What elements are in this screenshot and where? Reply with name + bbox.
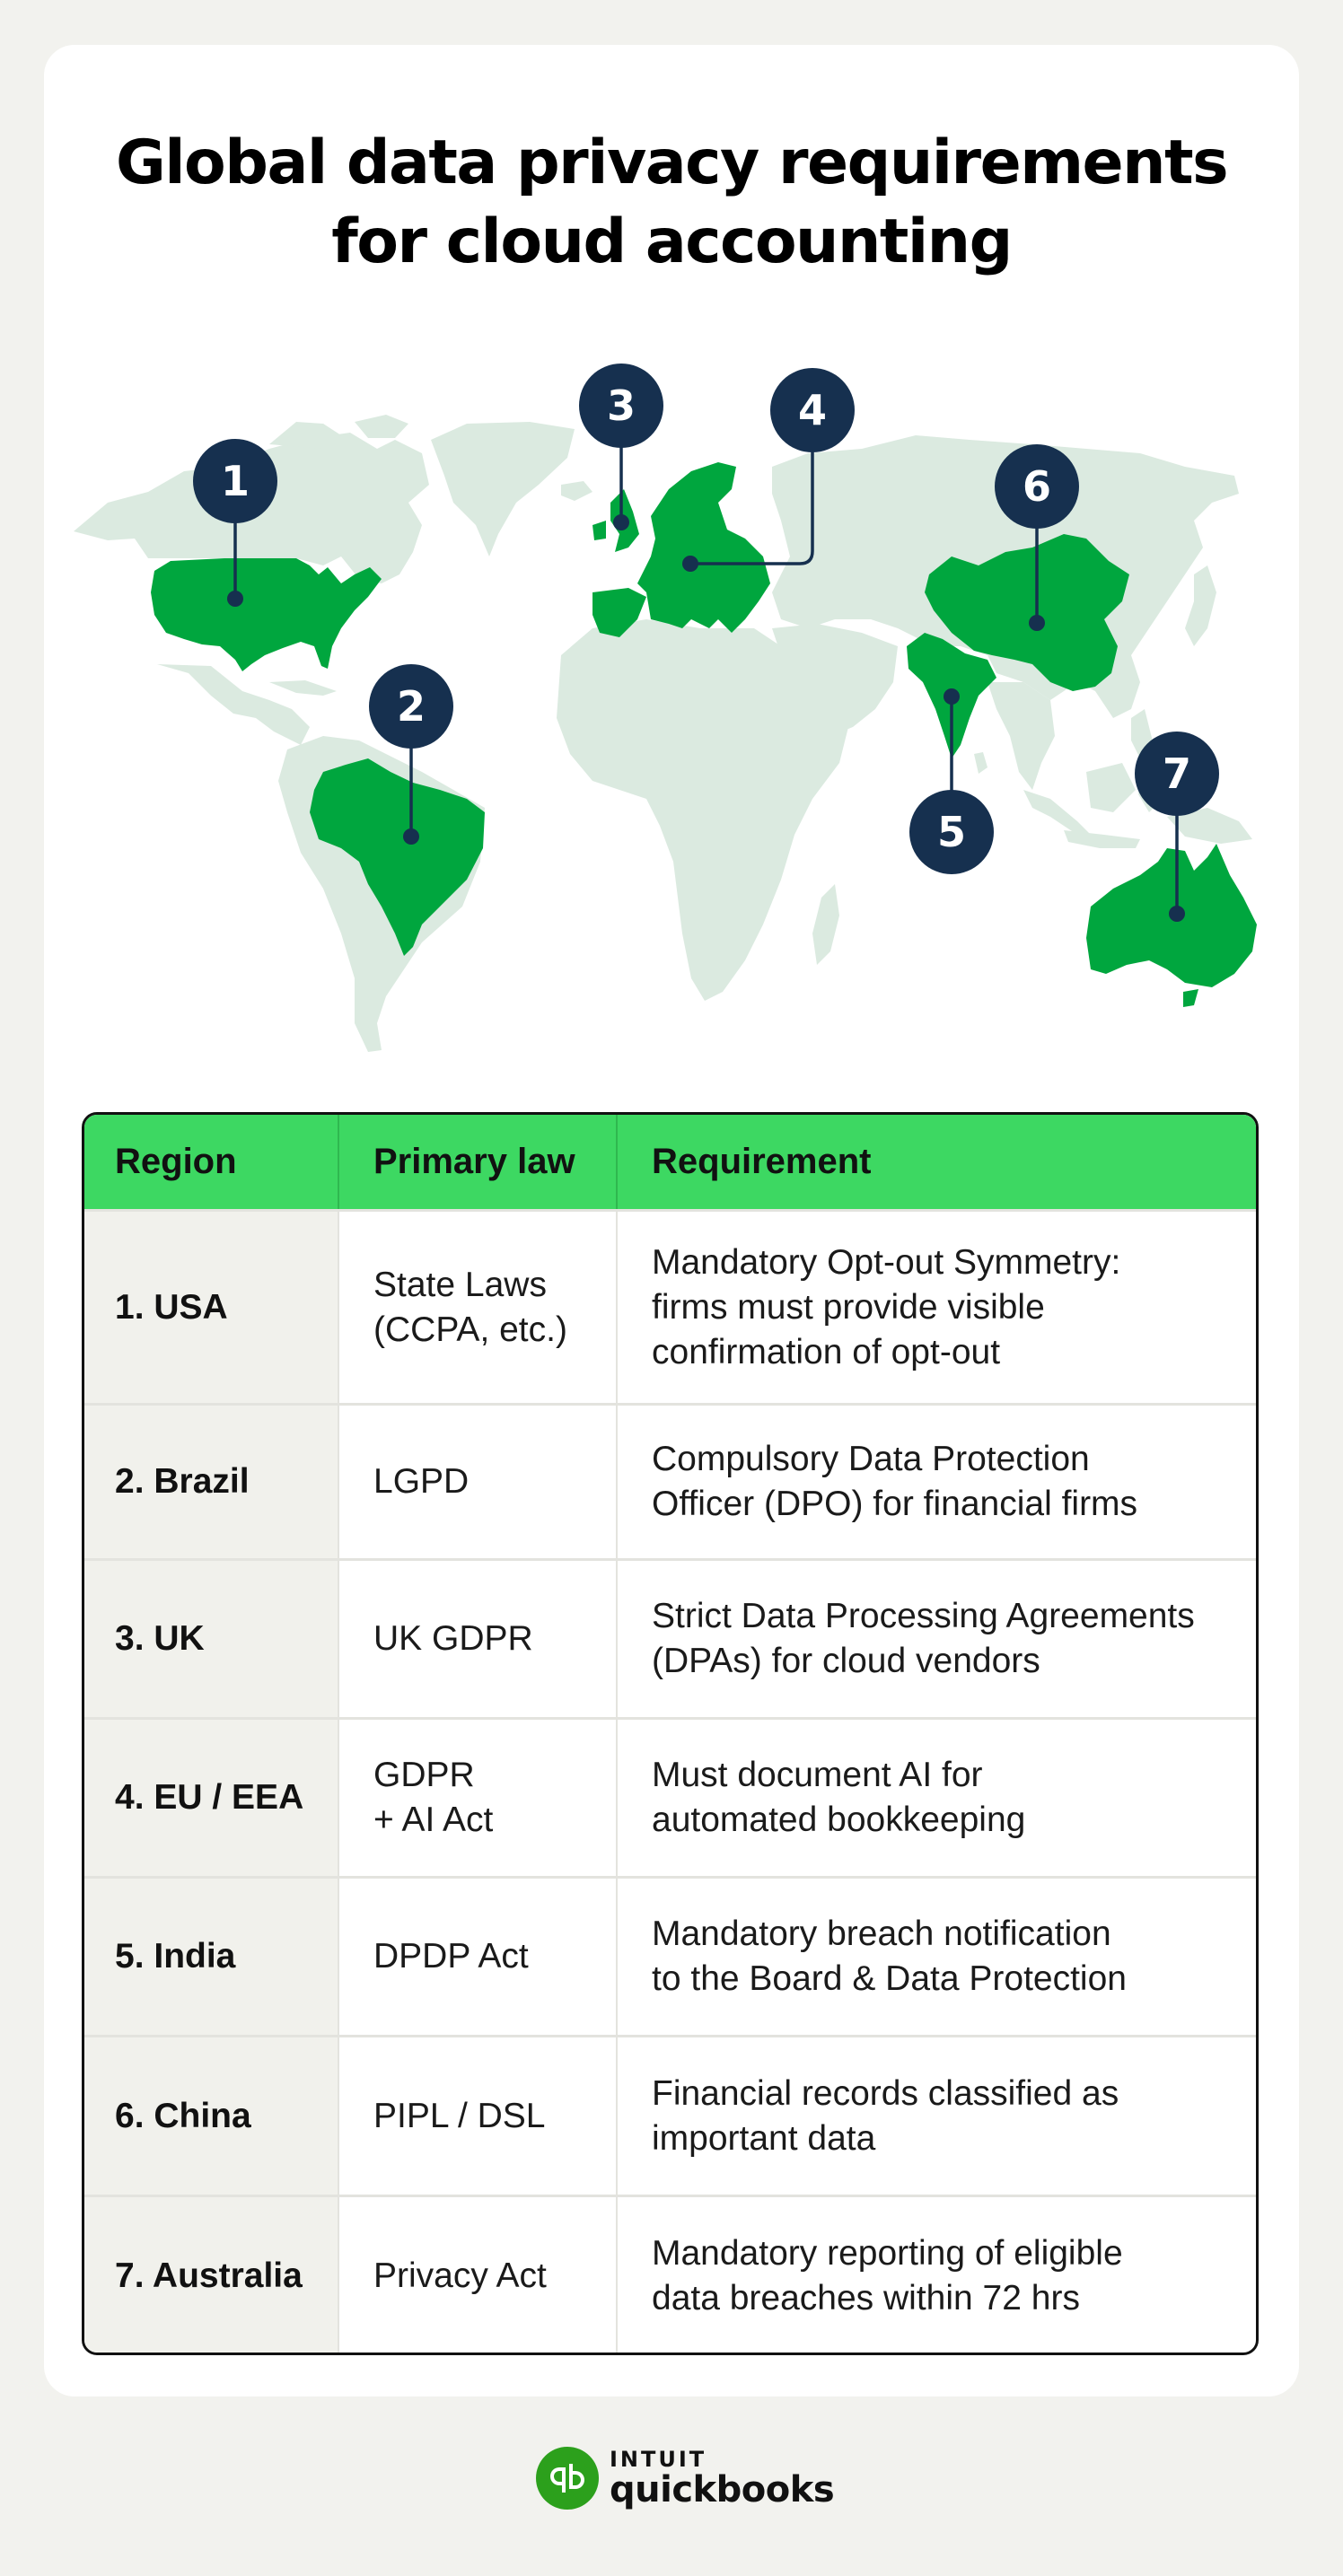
- table-row: [84, 2195, 1256, 2354]
- marker-6[interactable]: [995, 444, 1079, 529]
- cell-region: 4. EU / EEA: [84, 1720, 339, 1876]
- cell-primary-law: PIPL / DSL: [339, 2037, 618, 2195]
- marker-dot-2: [403, 828, 419, 845]
- cell-region: 3. UK: [84, 1561, 339, 1717]
- cell-primary-law: State Laws (CCPA, etc.): [339, 1212, 618, 1403]
- marker-1[interactable]: [193, 439, 277, 523]
- privacy-requirements-table: [82, 1112, 1259, 2355]
- cell-requirement: Financial records classified as important data: [652, 2073, 1119, 2158]
- cell-requirement: Mandatory reporting of eligible data breaches within 72 hrs: [652, 2233, 1123, 2318]
- table-row: [84, 1717, 1256, 1876]
- page-title: [0, 124, 1343, 282]
- cell-requirement: Compulsory Data Protection Officer (DPO) for financial firms: [652, 1440, 1138, 1523]
- svg-text:6: 6: [1022, 462, 1052, 511]
- marker-dot-6: [1029, 615, 1045, 631]
- region-eu: [637, 462, 770, 633]
- header-primary-law: Primary law: [339, 1115, 618, 1209]
- marker-dot-1: [227, 591, 243, 607]
- table-row: [84, 1403, 1256, 1558]
- cell-region: 7. Australia: [84, 2197, 339, 2354]
- cell-region: 1. USA: [84, 1212, 339, 1403]
- country-usa: [151, 558, 382, 671]
- table-row: [84, 1876, 1256, 2035]
- cell-requirement: Strict Data Processing Agreements (DPAs) for cloud vendors: [652, 1597, 1195, 1680]
- table-body: [84, 1209, 1256, 2354]
- cell-primary-law: LGPD: [339, 1406, 618, 1558]
- logo-intuit-text: INTUIT: [610, 2447, 707, 2472]
- cell-primary-law: GDPR + AI Act: [339, 1720, 618, 1876]
- table-row: [84, 1209, 1256, 1403]
- marker-7[interactable]: [1135, 732, 1219, 816]
- svg-text:3: 3: [606, 381, 636, 430]
- cell-requirement: Mandatory Opt-out Symmetry: firms must provide visible confirmation of opt-out: [652, 1242, 1121, 1371]
- intuit-quickbooks-logo: [536, 2446, 834, 2510]
- cell-requirement: Must document AI for automated bookkeeping: [652, 1756, 1026, 1839]
- cell-region: 2. Brazil: [84, 1406, 339, 1558]
- marker-5[interactable]: [909, 790, 994, 874]
- svg-text:1: 1: [220, 457, 250, 505]
- cell-requirement: Mandatory breach notification to the Board & Data Protection: [652, 1914, 1127, 1998]
- cell-region: 5. India: [84, 1879, 339, 2035]
- marker-dot-5: [944, 688, 960, 705]
- marker-dot-7: [1169, 906, 1185, 922]
- marker-4[interactable]: [770, 368, 855, 452]
- marker-dot-3: [613, 514, 629, 530]
- svg-text:4: 4: [797, 386, 828, 434]
- marker-dot-4: [682, 556, 698, 572]
- cell-primary-law: UK GDPR: [339, 1561, 618, 1717]
- cell-primary-law: DPDP Act: [339, 1879, 618, 2035]
- cell-primary-law: Privacy Act: [339, 2197, 618, 2354]
- table-row: [84, 1558, 1256, 1717]
- table-row: [84, 2035, 1256, 2195]
- svg-text:5: 5: [936, 808, 967, 856]
- header-region: Region: [84, 1115, 339, 1209]
- header-requirement: Requirement: [652, 1142, 872, 1181]
- quickbooks-logo-icon: [536, 2447, 599, 2510]
- title-line-2: for cloud accounting: [331, 206, 1012, 277]
- marker-2[interactable]: [369, 664, 453, 749]
- world-map: [0, 359, 1343, 1077]
- svg-text:7: 7: [1162, 749, 1192, 798]
- logo-quickbooks-text: quickbooks: [610, 2469, 835, 2510]
- title-line-1: Global data privacy requirements: [115, 127, 1228, 198]
- marker-3[interactable]: [579, 364, 663, 448]
- cell-region: 6. China: [84, 2037, 339, 2195]
- svg-text:2: 2: [396, 682, 426, 731]
- table-header: [84, 1115, 1256, 1209]
